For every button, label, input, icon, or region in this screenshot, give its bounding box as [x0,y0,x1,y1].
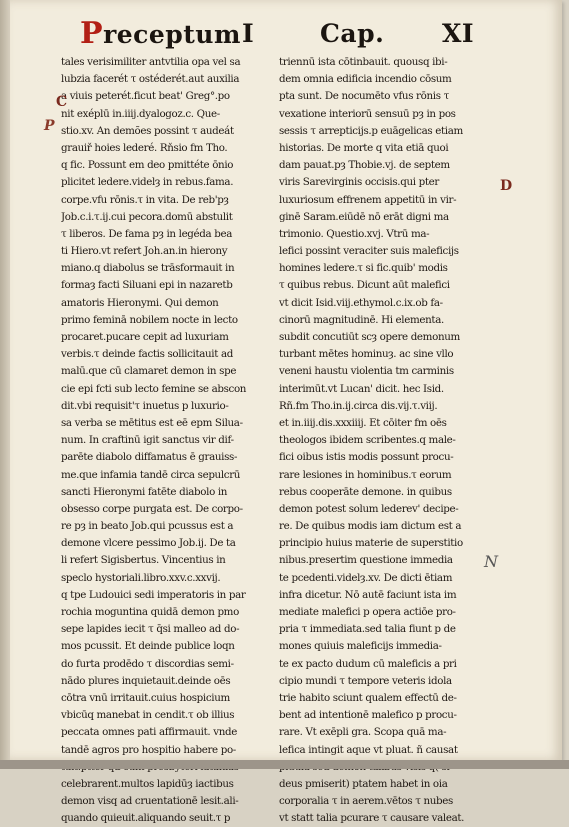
text-line: pria τ immediata.sed talia fiunt p de [279,623,456,636]
text-line: celebrarent.multos lapidūȝ iactibus [61,777,234,790]
text-line: verbis.τ deinde factis sollicitauit ad [61,348,233,361]
text-line: mones quiuis maleficijs immedia- [279,640,442,653]
text-line: Rñ.fm Tho.in.ij.circa dis.vij.τ.viij. [279,399,438,412]
text-line: nādo plures inquietauit.deinde oēs [61,674,231,687]
text-line: bent ad intentionē malefico p procu- [279,709,457,722]
text-line: demone vlcere pessimo Job.ij. De ta [61,537,236,550]
text-line: ginē Saram.eiūdē nō erāt digni ma [279,210,449,223]
text-line: sessis τ arrepticijs.p euāgelicas etiam [279,124,463,137]
text-line: parēte diabolo diffamatus ē grauiss- [61,451,238,464]
text-line: veneni haustu violentia tm carminis [279,365,454,378]
text-line: rebus cooperāte demone. in quibus [279,485,452,498]
text-line: pta sunt. De nocumēto vfus rōnis τ [279,90,449,103]
text-line: te pcedenti.videlȝ.xv. De dicti ētiam [279,571,453,584]
text-line: stio.xv. An demões possint τ audeát [61,124,234,137]
text-line: miano.q diabolus se trāsformauit in [61,262,235,275]
text-line: formaȝ facti Siluani epi in nazaretb [61,279,233,292]
text-line: lefica intingit aque vt pluat. ñ causat [279,743,458,756]
text-line: tandē agros pro hospitio habere po- [61,743,236,756]
text-line: rochia moguntina quidā demon pmo [61,606,239,618]
text-line: te ex pacto dudum cū maleficis a pri [279,657,457,670]
text-line: sepe lapides iecit τ q̄si malleo ad do- [61,623,240,636]
margin-rubric-mark: C [56,94,68,110]
text-line: luxuriosum effrenem appetitū in vir- [279,193,457,206]
margin-handwritten-note-right: N [484,552,498,571]
text-line: τ quibus rebus. Dicunt aūt malefici [279,279,450,292]
text-line: do furta prodēdo τ discordias semi- [61,657,234,670]
text-line: deus pmiserit) ptatem habet in oia [279,777,448,790]
right-text-column [279,54,493,827]
text-line: dam pauat.pȝ Thobie.vj. de septem [279,159,450,172]
text-line: re. De quibus modis iam dictum est a [279,520,462,533]
text-line: fici oibus istis modis possunt procu- [279,451,454,464]
text-line: mos pcussit. Et deinde publice loqn [61,640,235,653]
text-line: mediate malefici p opera actiōe pro- [279,606,456,618]
text-line: quando quieuit.aliquando seuit.τ p [61,812,231,825]
text-line: demon potest solum lederev' decipe- [279,502,459,515]
text-line: corpe.vfu rōnis.τ in vita. De reb'pȝ [61,193,229,206]
text-line: demon visq ad cruentationē lesit.ali- [61,795,239,808]
text-line: corporalia τ in aerem.vētos τ nubes [279,795,453,808]
header-title [80,17,241,52]
text-line: ti Hiero.vt refert Joh.an.in hierony [61,245,228,258]
text-line: trie habito sciunt qualem effectū de- [279,691,457,704]
text-line: cipio mundi τ tempore veteris idola [279,674,452,687]
text-line: speclo hystoriali.libro.xxv.c.xxvij. [61,571,221,584]
text-line: interimūt.vt Lucan' dicit. hec Isid. [279,382,444,395]
page-edge-shadow [0,760,569,769]
text-line: re pȝ in beato Job.qui pcussus est a [61,520,234,533]
text-line: cinorū magnitudinē. Hi elementa. [279,313,444,326]
text-line: cōtra vnū irritauit.cuius hospicium [61,691,230,704]
text-line: primo feminā nobilem nocte in lecto [61,313,238,326]
text-line: vbicūq manebat in cendit.τ ob illius [61,709,235,722]
header-chapter: XI [442,19,475,48]
text-line: q fic. Possunt em deo pmittéte ōnio [61,159,234,172]
text-line: rare lesiones in hominibus.τ eorum [279,468,452,481]
header-cap: Cap. [320,19,385,48]
text-line: dit.vbi requisit'τ inuetus p luxurio- [61,399,229,412]
text-line: procaret.pucare cepit ad luxuriam [61,331,229,343]
text-line: tales verisimiliter antvtilia opa vel sa [61,56,241,68]
text-line: obsesso corpe purgata est. De corpo- [61,502,243,515]
header-rubric-initial: P [80,16,104,51]
text-line: me.que infamia tandē circa sepulcrū [61,468,241,481]
text-line: Job.c.i.τ.ij.cui pecora.domū abstulit [61,210,233,223]
text-line: peccata omnes pati affirmauit. vnde [61,726,237,739]
text-line: a viuis peterét.ficut beat' Greg°.po [61,90,230,103]
text-line: malū.que cū clamaret demon in spe [61,365,237,378]
text-line: dem omnia edificia incendio cōsum [279,73,452,86]
text-line: q tpe Ludouici sedi imperatoris in par [61,588,246,601]
text-line: plicitet ledere.videlȝ in rebus.fama. [61,176,234,189]
text-line: lefici possint veraciter suis maleficijs [279,245,459,258]
text-line: infra dicetur. Nō autē faciunt ista im [279,588,457,601]
text-line: triennū ista cōtinbauit. quousq ibi- [279,56,448,68]
text-line: subdit concutiūt scȝ opere demonum [279,331,460,343]
text-line: sa verba se mētitus est eē epm Silua- [61,416,243,429]
text-line: viris Sarevirginis occisis.qui pter [279,176,439,189]
text-line: τ liberos. De fama pȝ in legéda bea [61,227,233,240]
text-line: amatoris Hieronymi. Qui demon [61,296,219,309]
text-line: homines ledere.τ si fic.quib' modis [279,262,448,275]
text-line: grauiř hoies lederé. Rňsio fm Tho. [61,141,228,154]
header-number: I [242,19,255,48]
text-line: nit exéplū in.iiij.dyalogoz.c. Que- [61,107,220,120]
margin-rubric-mark-right: D [500,178,513,194]
text-line: vexatione interiorū sensuū pȝ in pos [279,107,456,120]
text-line: et in.iiij.dis.xxxiiij. Et cōiter fm oēs [279,416,447,429]
text-line: trimonio. Questio.xvj. Vtrū ma- [279,227,430,240]
text-line: num. In craftinū igit sanctus vir dif- [61,434,234,447]
text-line: vt statt talia pcurare τ causare valeat. [279,812,465,825]
text-line: li refert Sigisbertus. Vincentius in [61,554,226,567]
text-line: principio huius materie de superstitio [279,537,463,550]
text-line: turbant mētes hominuȝ. ac sine vllo [279,348,454,361]
left-text-column [61,54,275,827]
text-line: lubzia facerét τ ostéderét.aut auxilia [61,73,240,86]
text-line: sancti Hieronymi fatēte diabolo in [61,485,228,498]
text-line: rare. Vt exēpli gra. Scopa quā ma- [279,726,447,739]
text-line: vt dicit Isid.viij.ethymol.c.ix.ob fa- [279,296,443,309]
text-line: cie epi fcti sub lecto femine se abscon [61,382,247,395]
header-title-rest: receptum [103,20,241,49]
margin-handwritten-note: P [44,118,55,134]
running-header [10,17,562,51]
text-line: historias. De morte q vita etiā quoi [279,141,449,154]
text-line: nibus.presertim questione immedia [279,554,453,567]
text-line: theologos ibidem scribentes.q male- [279,434,456,447]
